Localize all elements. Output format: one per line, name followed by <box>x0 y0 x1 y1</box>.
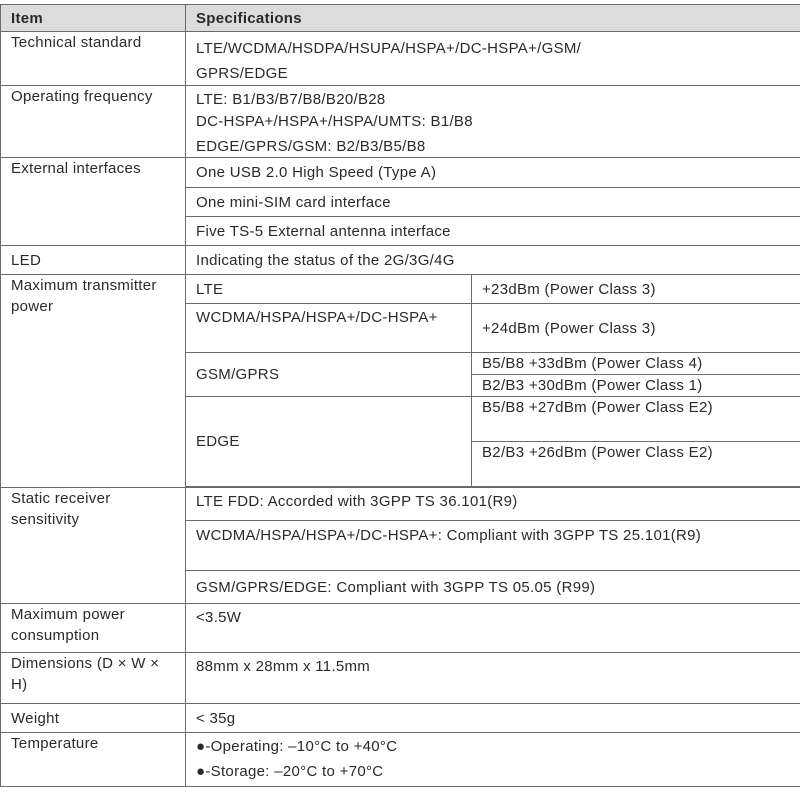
tx-value-edge-b5b8: B5/B8 +27dBm (Power Class E2) <box>472 397 800 442</box>
value-technical-standard <box>186 32 800 86</box>
row-max-power-consumption <box>1 604 800 653</box>
label-operating-frequency: Operating frequency <box>1 86 186 158</box>
temperature-operating: ●-Operating: –10°C to +40°C <box>196 738 398 755</box>
label-temperature: Temperature <box>1 733 186 787</box>
header-specifications: Specifications <box>186 5 800 32</box>
value-temperature <box>186 733 800 787</box>
temperature-storage: ●-Storage: –20°C to +70°C <box>196 763 384 780</box>
tx-mode-gsm: GSM/GPRS <box>186 353 472 397</box>
tx-mode-edge: EDGE <box>186 397 472 487</box>
value-dimensions: 88mm x 28mm x 11.5mm <box>186 653 800 704</box>
row-operating-frequency <box>1 86 800 158</box>
header-item: Item <box>1 5 186 32</box>
tx-mode-wcdma: WCDMA/HSPA/HSPA+/DC-HSPA+ <box>186 304 472 353</box>
tx-mode-lte: LTE <box>186 275 472 304</box>
interface-sim: One mini-SIM card interface <box>186 188 800 217</box>
label-max-tx-power: Maximum transmitter power <box>1 275 186 488</box>
technical-standard-line-2: GPRS/EDGE <box>196 65 288 82</box>
frequency-line-lte: LTE: B1/B3/B7/B8/B20/B28 <box>196 91 386 108</box>
interface-usb: One USB 2.0 High Speed (Type A) <box>186 158 800 188</box>
row-technical-standard <box>1 32 800 86</box>
value-max-power-consumption: <3.5W <box>186 604 800 653</box>
label-led: LED <box>1 246 186 275</box>
value-operating-frequency <box>186 86 800 158</box>
row-weight <box>1 704 800 733</box>
frequency-line-umts: DC-HSPA+/HSPA+/HSPA/UMTS: B1/B8 <box>196 113 473 130</box>
value-led: Indicating the status of the 2G/3G/4G <box>186 246 800 275</box>
rx-gsm: GSM/GPRS/EDGE: Compliant with 3GPP TS 05.05 (R99) <box>186 571 800 604</box>
row-temperature <box>1 733 800 787</box>
value-weight: < 35g <box>186 704 800 733</box>
label-static-rx-sensitivity: Static receiver sensitivity <box>1 488 186 604</box>
label-dimensions: Dimensions (D × W × H) <box>1 653 186 704</box>
rx-lte: LTE FDD: Accorded with 3GPP TS 36.101(R9) <box>186 488 800 521</box>
rx-wcdma: WCDMA/HSPA/HSPA+/DC-HSPA+: Compliant with 3GPP TS 25.101(R9) <box>186 521 800 571</box>
label-external-interfaces: External interfaces <box>1 158 186 246</box>
label-technical-standard: Technical standard <box>1 32 186 86</box>
interface-antenna: Five TS-5 External antenna interface <box>186 217 800 246</box>
label-max-power-consumption: Maximum power consumption <box>1 604 186 653</box>
label-weight: Weight <box>1 704 186 733</box>
technical-standard-line-1: LTE/WCDMA/HSDPA/HSUPA/HSPA+/DC-HSPA+/GSM/ <box>196 40 582 57</box>
row-tx-lte <box>1 275 800 304</box>
tx-value-gsm-b5b8: B5/B8 +33dBm (Power Class 4) <box>472 353 800 375</box>
row-dimensions <box>1 653 800 704</box>
tx-value-lte: +23dBm (Power Class 3) <box>472 275 800 304</box>
row-external-interfaces-1 <box>1 158 800 188</box>
specifications-table <box>0 4 800 787</box>
row-rx-lte <box>1 488 800 521</box>
tx-value-gsm-b2b3: B2/B3 +30dBm (Power Class 1) <box>472 375 800 397</box>
tx-value-wcdma: +24dBm (Power Class 3) <box>472 304 800 353</box>
frequency-line-gsm: EDGE/GPRS/GSM: B2/B3/B5/B8 <box>196 138 426 155</box>
row-led <box>1 246 800 275</box>
tx-value-edge-b2b3: B2/B3 +26dBm (Power Class E2) <box>472 442 800 487</box>
header-row <box>1 5 800 32</box>
